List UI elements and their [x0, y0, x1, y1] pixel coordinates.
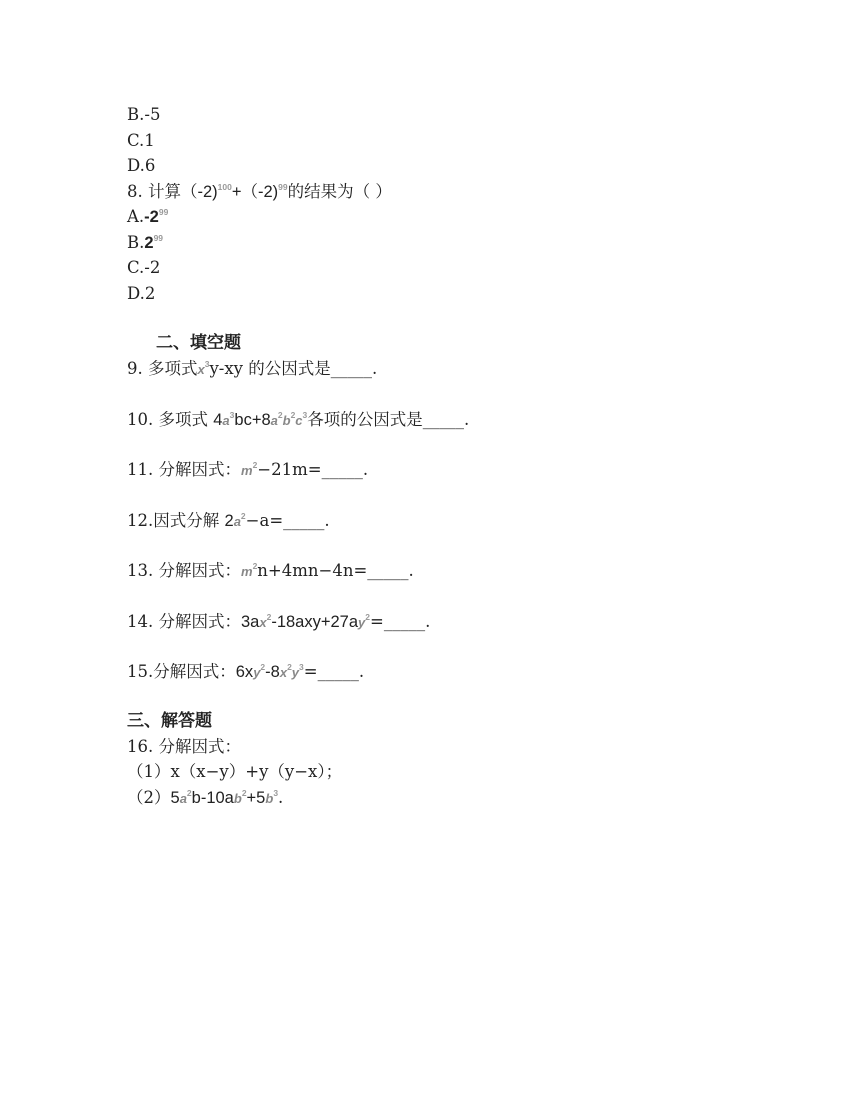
question-8: 8. 计算（-2)$^{100}$+（-2)$^{99}$的结果为（ ）: [127, 181, 392, 201]
question-15: 15.分解因式：$6xy^2-8x^2y^3=\_\_\_\_\_$.: [127, 662, 365, 681]
question-16-part-2: $(2)5a^2b-10ab^2+5b^3$.: [127, 787, 284, 807]
option-q7-b: B.-5: [127, 105, 161, 124]
question-16-part-1: （1）x（x−y）+y（y−x）；: [127, 762, 343, 781]
option-q7-c: C.1: [127, 130, 155, 150]
question-16: 16. 分解因式：: [127, 736, 241, 756]
option-q8-d: D.2: [127, 283, 156, 303]
question-10: 10. 多项式 $4a^3bc+8a^2b^2c^3$各项的公因式是_____.: [127, 409, 470, 429]
option-q7-d: D.6: [127, 156, 156, 175]
option-q8-b: $B.2^{99}$: [127, 232, 164, 252]
question-11: 11. 分解因式：$m^2-21m=\_\_\_\_\_$.: [127, 460, 369, 479]
question-13: 13. 分解因式：$m^2n+4mn-4n=\_\_\_\_\_$.: [127, 561, 414, 580]
option-q8-a: $A.-2^{99}$: [127, 207, 169, 226]
section-answer-heading: 三、解答题: [127, 710, 212, 731]
question-14: 14. 分解因式：$3ax^2-18axy+27ay^2=\_\_\_\_\_$.: [127, 611, 431, 631]
section-fill-in-heading: 二、填空题: [156, 333, 241, 353]
question-12: 12.因式分解 $2a^2-a=\_\_\_\_\_$.: [127, 510, 330, 530]
question-9: 9. 多项式$x^3y-xy$ 的公因式是_____.: [127, 359, 378, 378]
option-q8-c: C.-2: [127, 258, 161, 277]
worksheet-page: [127, 102, 767, 810]
